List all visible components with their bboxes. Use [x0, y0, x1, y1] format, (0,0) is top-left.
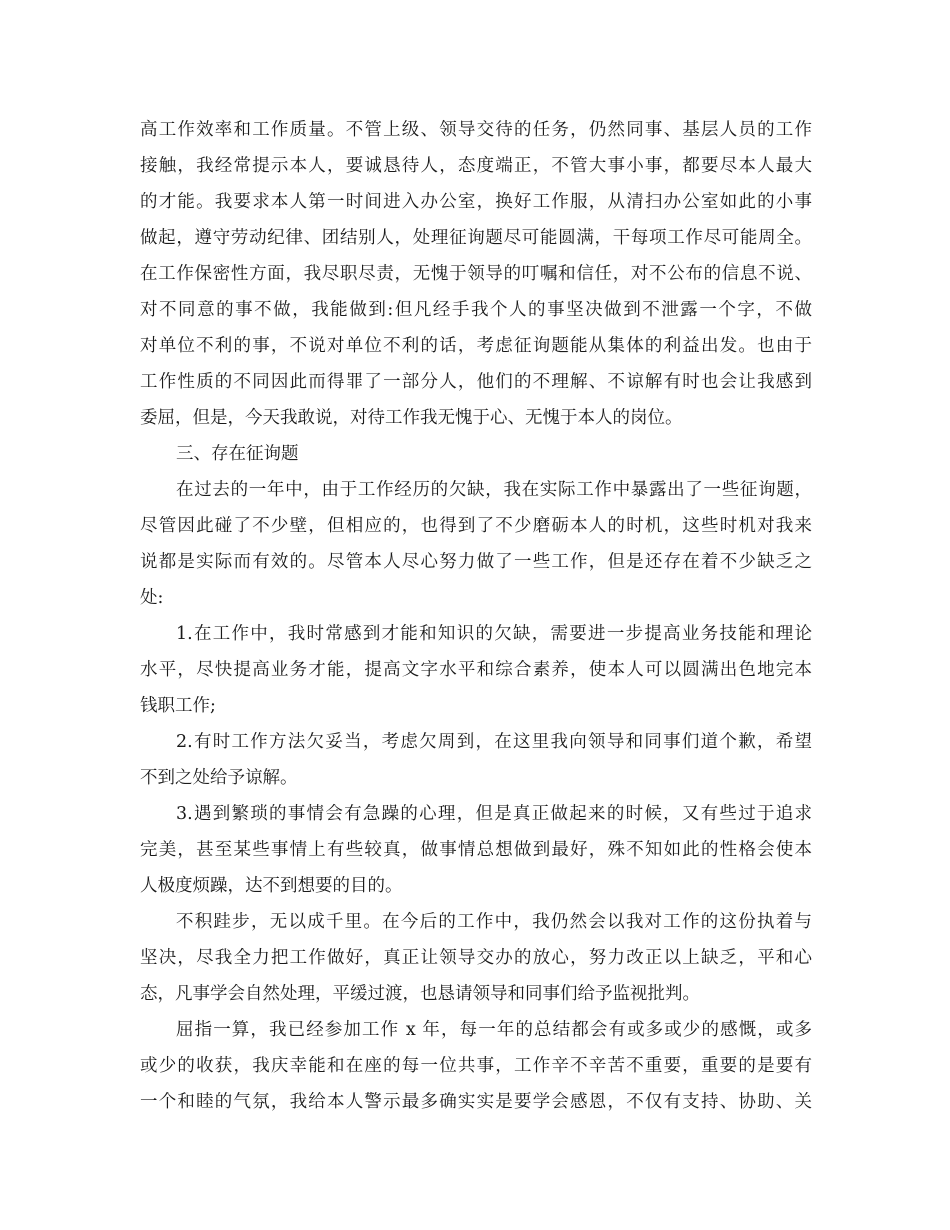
- text-line: 做起，遵守劳动纪律、团结别人，处理征询题尽可能圆满，干每项工作尽可能周全。: [140, 228, 812, 248]
- text-line: 态，凡事学会自然处理，平缓过渡，也恳请领导和同事们给予监视批判。: [140, 984, 700, 1004]
- text-line: 三、存在征询题: [176, 444, 299, 464]
- text-line: 对不同意的事不做，我能做到:但凡经手我个人的事坚决做到不泄露一个字，不做: [140, 300, 812, 320]
- text-line: 在工作保密性方面，我尽职尽责，无愧于领导的叮嘱和信任，对不公布的信息不说、: [140, 264, 812, 284]
- text-line: 接触，我经常提示本人，要诚恳待人，态度端正，不管大事小事，都要尽本人最大: [140, 156, 812, 176]
- text-line: 不到之处给予谅解。: [140, 768, 298, 788]
- text-line: 委屈，但是，今天我敢说，对待工作我无愧于心、无愧于本人的岗位。: [140, 408, 683, 428]
- text-line: 高工作效率和工作质量。不管上级、领导交待的任务，仍然同事、基层人员的工作: [140, 120, 812, 140]
- text-line: 2.有时工作方法欠妥当，考虑欠周到，在这里我向领导和同事们道个歉，希望: [176, 732, 812, 752]
- text-line: 水平，尽快提高业务才能，提高文字水平和综合素养，使本人可以圆满出色地完本: [140, 660, 812, 680]
- text-line: 一个和睦的气氛，我给本人警示最多确实实是要学会感恩，不仅有支持、协助、关: [140, 1092, 812, 1112]
- text-line: 或少的收获，我庆幸能和在座的每一位共事，工作辛不辛苦不重要，重要的是要有: [140, 1056, 812, 1076]
- text-line: 对单位不利的事，不说对单位不利的话，考虑征询题能从集体的利益出发。也由于: [140, 336, 812, 356]
- text-line: 钱职工作;: [140, 696, 216, 716]
- text-line: 的才能。我要求本人第一时间进入办公室，换好工作服，从清扫办公室如此的小事: [140, 192, 812, 212]
- text-line: 尽管因此碰了不少壁，但相应的，也得到了不少磨砺本人的时机，这些时机对我来: [140, 516, 812, 536]
- text-line: 不积跬步，无以成千里。在今后的工作中，我仍然会以我对工作的这份执着与: [176, 912, 812, 932]
- text-line: 处:: [140, 588, 164, 608]
- text-line: 人极度烦躁，达不到想要的目的。: [140, 876, 403, 896]
- text-line: 1.在工作中，我时常感到才能和知识的欠缺，需要进一步提高业务技能和理论: [176, 624, 812, 644]
- text-line: 坚决，尽我全力把工作做好，真正让领导交办的放心，努力改正以上缺乏，平和心: [140, 948, 812, 968]
- text-line: 3.遇到繁琐的事情会有急躁的心理，但是真正做起来的时候，又有些过于追求: [176, 804, 812, 824]
- text-line: 在过去的一年中，由于工作经历的欠缺，我在实际工作中暴露出了一些征询题，: [176, 480, 812, 500]
- text-line: 工作性质的不同因此而得罪了一部分人，他们的不理解、不谅解有时也会让我感到: [140, 372, 812, 392]
- text-line: 说都是实际而有效的。尽管本人尽心努力做了一些工作，但是还存在着不少缺乏之: [140, 552, 812, 572]
- text-line: 完美，甚至某些事情上有些较真，做事情总想做到最好，殊不知如此的性格会使本: [140, 840, 812, 860]
- document-body: [140, 112, 812, 1120]
- text-line: 屈指一算，我已经参加工作 x 年，每一年的总结都会有或多或少的感慨，或多: [176, 1020, 812, 1040]
